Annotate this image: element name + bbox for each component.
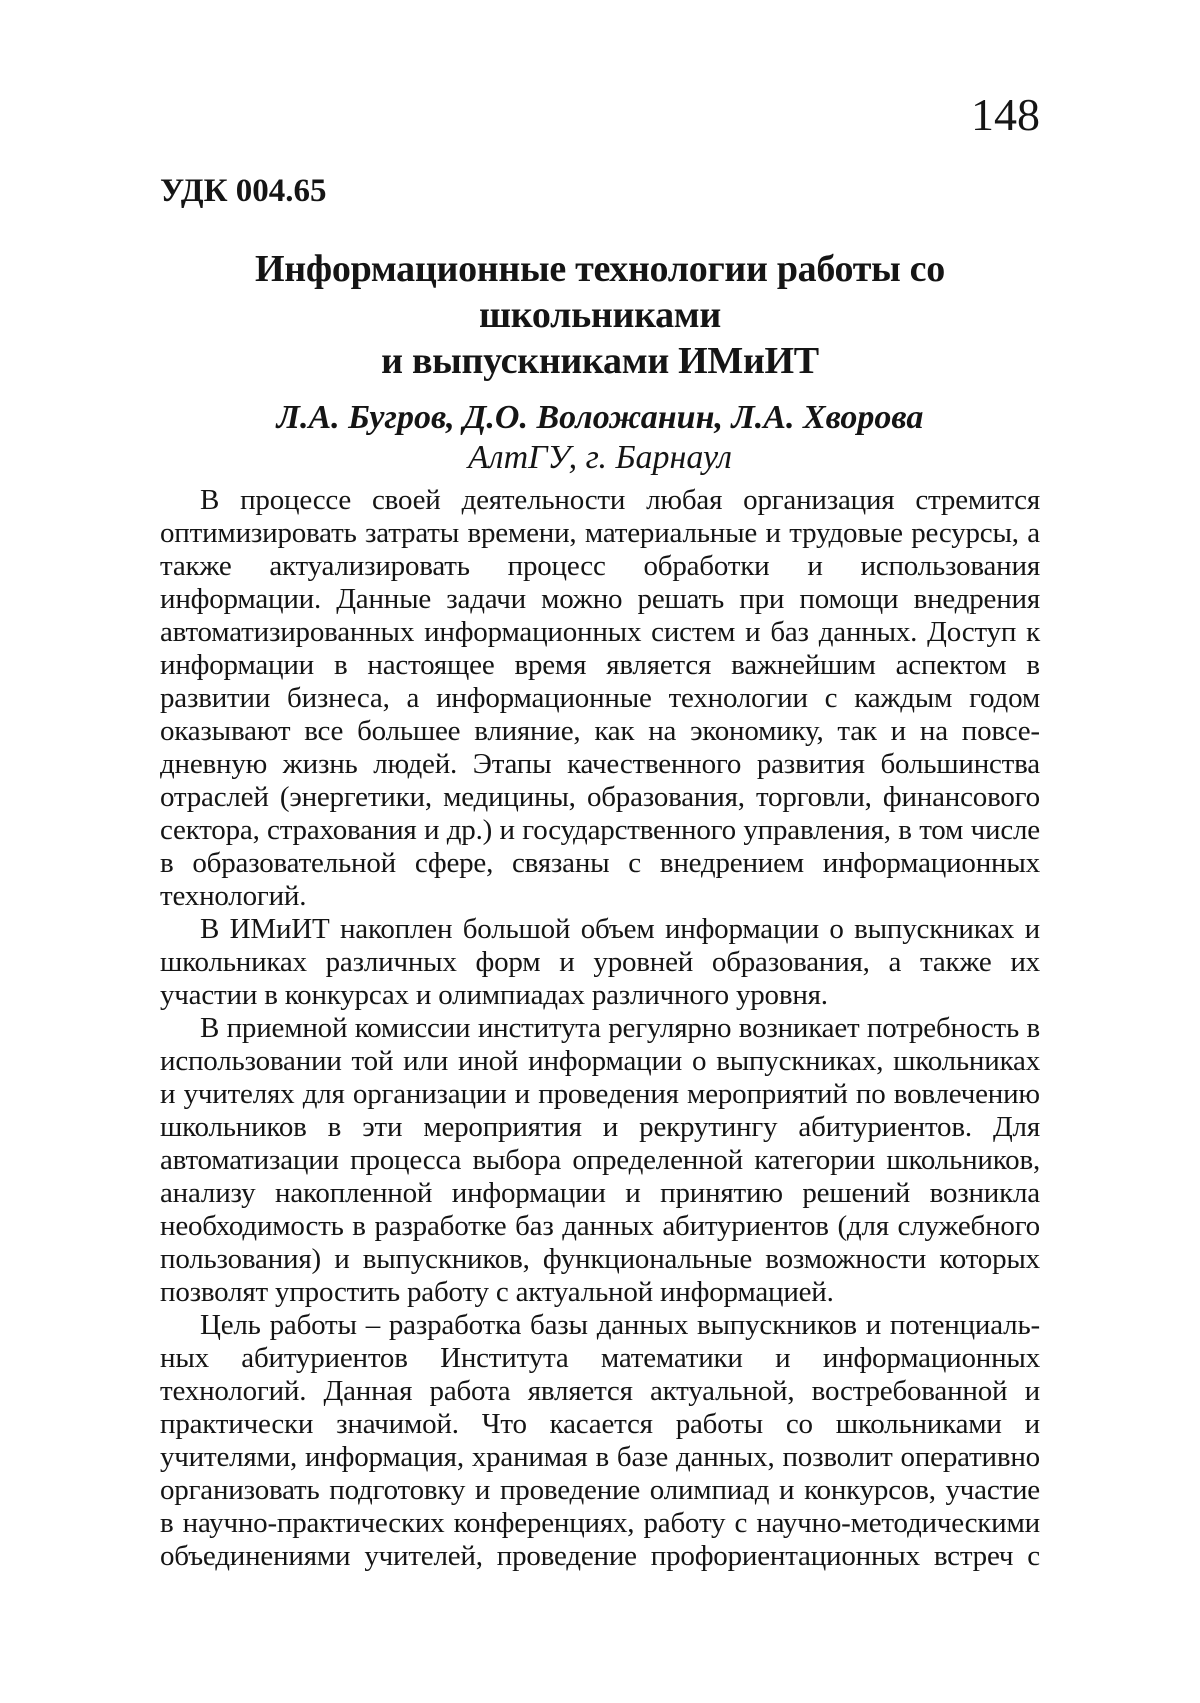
word: медицины, <box>443 781 583 813</box>
word: Этапы <box>472 748 559 780</box>
word: и <box>514 1078 538 1110</box>
word: государственного <box>522 814 743 846</box>
text-line <box>160 517 1040 550</box>
word: баз <box>770 616 816 648</box>
word: о <box>692 1045 714 1077</box>
word: большинства <box>880 748 1040 780</box>
text-line <box>160 1012 1040 1045</box>
word: работы <box>269 1309 364 1341</box>
word: аспектом <box>895 649 1014 681</box>
word: финансового <box>882 781 1040 813</box>
word: а <box>406 682 427 714</box>
word: дневную <box>160 748 275 780</box>
word: организовать <box>160 1474 327 1506</box>
word: в <box>352 1210 373 1242</box>
word: возникает <box>738 1012 867 1044</box>
word: информации. <box>160 583 329 615</box>
text-line <box>160 1111 1040 1144</box>
text-line <box>160 649 1040 682</box>
word: приемной <box>226 1012 355 1044</box>
word: регулярно <box>608 1012 739 1044</box>
word: деятельности <box>461 484 633 516</box>
word: Что <box>481 1408 534 1440</box>
word: вовлечению <box>893 1078 1040 1110</box>
word: работа <box>429 1375 518 1407</box>
word: и <box>334 1243 357 1275</box>
word: Данные <box>336 583 439 615</box>
word: выпускниках <box>854 913 1022 945</box>
word: возможности <box>765 1243 934 1275</box>
word: образования, <box>586 781 752 813</box>
word: школьников, <box>886 1144 1040 1176</box>
word: оказывают <box>160 715 298 747</box>
word: абитуриентов <box>662 1210 836 1242</box>
word: также <box>920 946 999 978</box>
word: рекрутингу <box>639 1111 785 1143</box>
text-line <box>160 913 1040 946</box>
word: оптимизировать <box>160 517 364 549</box>
text-line <box>160 1342 1040 1375</box>
word: помощи <box>799 583 906 615</box>
text-line <box>160 1375 1040 1408</box>
word: практически <box>160 1408 321 1440</box>
word: выпускников <box>697 1309 864 1341</box>
word: служебного <box>897 1210 1040 1242</box>
word: качественного <box>567 748 749 780</box>
word: учителями, <box>160 1441 305 1473</box>
word: выпускниках, <box>716 1045 891 1077</box>
word: развитии <box>160 682 278 714</box>
word: является <box>527 1375 640 1407</box>
word: информационных <box>424 616 649 648</box>
word: встреч <box>933 1540 1021 1572</box>
word: управления, <box>743 814 898 846</box>
word: в <box>898 814 919 846</box>
text-line <box>160 781 1040 814</box>
authors-line: Л.А. Бугров, Д.О. Воложанин, Л.А. Хворова <box>276 399 924 436</box>
word: школьниках <box>893 1045 1040 1077</box>
word: бизнеса, <box>287 682 397 714</box>
text-line <box>160 550 1040 583</box>
word: (для <box>837 1210 896 1242</box>
word: значимой. <box>336 1408 466 1440</box>
text-line <box>160 1441 1040 1474</box>
text-line <box>160 946 1040 979</box>
word: Данная <box>323 1375 420 1407</box>
word: настоящее <box>367 649 502 681</box>
word: участие <box>945 1474 1040 1506</box>
word: данных <box>596 1309 696 1341</box>
article-title <box>160 246 1040 384</box>
word: является <box>606 649 719 681</box>
word: о <box>829 913 851 945</box>
text-line: участии в конкурсах и олимпиадах различного уровня. <box>160 979 828 1011</box>
text-line <box>160 682 1040 715</box>
word: подготовку <box>329 1474 473 1506</box>
word: важнейшим <box>731 649 883 681</box>
word: научно-методическими <box>756 1507 1040 1539</box>
word: в <box>595 1441 616 1473</box>
word: решений <box>802 1177 918 1209</box>
word: внедрением <box>659 847 811 879</box>
word: определенной <box>572 1144 751 1176</box>
word: материальные <box>584 517 765 549</box>
word: мероприятия <box>423 1111 589 1143</box>
text-line <box>160 847 1040 880</box>
word: внедрения <box>913 583 1040 615</box>
word: и <box>602 1111 626 1143</box>
word: различных <box>325 946 464 978</box>
word: их <box>1010 946 1040 978</box>
word: и <box>865 1309 889 1341</box>
word: годом <box>969 682 1040 714</box>
text-line <box>160 715 1040 748</box>
word: иной <box>457 1045 526 1077</box>
word: научно-практических <box>182 1507 452 1539</box>
word: как <box>594 715 642 747</box>
text-line <box>160 1078 1040 1111</box>
word: к <box>1026 616 1040 648</box>
word: и <box>1024 913 1040 945</box>
word: время <box>514 649 594 681</box>
word: процессе <box>240 484 359 516</box>
word: сектора, <box>160 814 267 846</box>
word: организация <box>743 484 902 516</box>
text-line <box>160 814 1040 847</box>
article-title-line-1: Информационные технологии работы со школьниками <box>255 248 945 336</box>
word: школьниками <box>835 1408 1009 1440</box>
text-line <box>160 1177 1040 1210</box>
word: В <box>200 1012 227 1044</box>
text-line <box>160 616 1040 649</box>
word: и <box>424 814 447 846</box>
word: в <box>327 1111 349 1143</box>
word: числе <box>970 814 1040 846</box>
word: влияние, <box>474 715 588 747</box>
word: технологии <box>668 682 815 714</box>
word: мероприятий <box>687 1078 855 1110</box>
word: и <box>745 616 768 648</box>
word: школьниках <box>160 946 314 978</box>
udc-code: УДК 004.65 <box>160 173 327 209</box>
text-line <box>160 484 1040 517</box>
word: потребность <box>866 1012 1027 1044</box>
word: отраслей <box>160 781 276 813</box>
word: позволит <box>782 1441 900 1473</box>
word: и <box>559 946 582 978</box>
word: той <box>351 1045 401 1077</box>
word: актуальной, <box>649 1375 802 1407</box>
text-line <box>160 583 1040 616</box>
word: процесса <box>350 1144 469 1176</box>
word: информации <box>160 649 322 681</box>
text-line <box>160 1474 1040 1507</box>
word: с <box>1027 1540 1040 1572</box>
word: объем <box>580 913 662 945</box>
word: большее <box>357 715 468 747</box>
word: Для <box>992 1111 1040 1143</box>
word: базе <box>616 1441 676 1473</box>
word: страхования <box>267 814 424 846</box>
text-line <box>160 1408 1040 1441</box>
word: востребованной <box>811 1375 1015 1407</box>
word: функциональные <box>542 1243 760 1275</box>
word: и <box>807 550 830 582</box>
word: и <box>625 1177 648 1209</box>
word: проведение <box>499 1474 648 1506</box>
word: технологий. <box>160 1375 314 1407</box>
word: в <box>160 1507 181 1539</box>
word: в <box>160 847 181 879</box>
word: с <box>824 682 845 714</box>
word: проведение <box>496 1540 644 1572</box>
paragraph <box>160 1012 1040 1309</box>
word: автоматизации <box>160 1144 346 1176</box>
word: а <box>888 946 909 978</box>
word: информации <box>664 913 826 945</box>
word: и <box>890 715 914 747</box>
word: проведения <box>538 1078 686 1110</box>
word: эти <box>362 1111 410 1143</box>
word: сфере, <box>414 847 501 879</box>
word: которых <box>939 1243 1040 1275</box>
word: и <box>474 1474 498 1506</box>
word: при <box>739 583 792 615</box>
text-line <box>160 1045 1040 1078</box>
word: любая <box>646 484 730 516</box>
word: так <box>837 715 884 747</box>
word: абитуриентов <box>241 1342 415 1374</box>
word: можно <box>541 583 630 615</box>
word: развития <box>756 748 872 780</box>
word: абитуриентов. <box>798 1111 979 1143</box>
word: в <box>1026 649 1040 681</box>
word: хранимая <box>471 1441 595 1473</box>
word: и <box>160 1078 183 1110</box>
word: касается <box>549 1408 660 1440</box>
word: накопленной <box>275 1177 440 1209</box>
paragraph <box>160 913 1040 1012</box>
word: информационных <box>822 847 1040 879</box>
word: с <box>628 847 649 879</box>
word: информации <box>451 1177 613 1209</box>
word: затраты <box>365 517 467 549</box>
text-line <box>160 1243 1040 1276</box>
paragraph <box>160 484 1040 913</box>
word: данных <box>562 1210 661 1242</box>
word: жизнь <box>282 748 365 780</box>
article-body <box>160 484 1040 1573</box>
word: все <box>304 715 351 747</box>
word: образования, <box>711 946 877 978</box>
word: процесс <box>507 550 613 582</box>
word: баз <box>515 1210 561 1242</box>
text-line <box>160 1144 1040 1177</box>
word: пользования) <box>160 1243 328 1275</box>
word: конкурсов, <box>804 1474 943 1506</box>
word: ных <box>160 1342 216 1374</box>
word: института <box>477 1012 608 1044</box>
word: и <box>779 1474 802 1506</box>
word: на <box>648 715 684 747</box>
text-line <box>160 1540 1040 1573</box>
word: образовательной <box>192 847 404 879</box>
word: оперативно <box>900 1441 1040 1473</box>
text-line <box>160 748 1040 781</box>
paragraph <box>160 1309 1040 1573</box>
word: с <box>734 1507 755 1539</box>
word: Цель <box>200 1309 268 1341</box>
word: для <box>302 1078 352 1110</box>
word: обработки <box>643 550 777 582</box>
word: математики <box>600 1342 750 1374</box>
word: также <box>160 550 239 582</box>
word: школьников <box>160 1111 314 1143</box>
word: или <box>403 1045 456 1077</box>
word: возникла <box>929 1177 1040 1209</box>
word: разработка <box>388 1309 529 1341</box>
word: форм <box>475 946 548 978</box>
word: со <box>785 1408 820 1440</box>
word: по <box>855 1078 893 1110</box>
word: (энергетики, <box>279 781 439 813</box>
word: В <box>200 484 227 516</box>
word: разработке <box>374 1210 514 1242</box>
word: том <box>919 814 971 846</box>
word: на <box>919 715 955 747</box>
word: большой <box>462 913 578 945</box>
word: работы <box>675 1408 770 1440</box>
word: данных. <box>818 616 925 648</box>
word: анализу <box>160 1177 263 1209</box>
word: В <box>200 913 227 945</box>
word: учителях <box>183 1078 302 1110</box>
page-content <box>160 0 1040 1573</box>
word: конференциях, <box>453 1507 642 1539</box>
text-line <box>160 1210 1040 1243</box>
word: работу <box>643 1507 733 1539</box>
word: каждым <box>854 682 960 714</box>
article-title-line-2: и выпускниками ИМиИТ <box>381 340 819 382</box>
word: базы <box>530 1309 595 1341</box>
word: ресурсы, <box>911 517 1026 549</box>
word: систем <box>651 616 743 648</box>
word: – <box>365 1309 388 1341</box>
word: принятию <box>660 1177 790 1209</box>
word: профориентационных <box>650 1540 927 1572</box>
word: использования <box>860 550 1040 582</box>
word: в <box>1026 1012 1040 1044</box>
word: решать <box>637 583 732 615</box>
word: информационных <box>822 1342 1040 1374</box>
word: и <box>775 1342 798 1374</box>
text-line <box>160 1309 1040 1342</box>
word: информации <box>528 1045 690 1077</box>
word: информация, <box>305 1441 471 1473</box>
word: др.) <box>446 814 500 846</box>
word: стремится <box>915 484 1040 516</box>
word: использовании <box>160 1045 349 1077</box>
word: и <box>765 517 788 549</box>
word: потенциаль- <box>889 1309 1040 1341</box>
word: и <box>499 814 522 846</box>
word: людей. <box>373 748 465 780</box>
word: уровней <box>593 946 701 978</box>
word: организации <box>352 1078 514 1110</box>
word: ИМиИТ <box>229 913 337 945</box>
word: Доступ <box>927 616 1024 648</box>
word: связаны <box>511 847 617 879</box>
word: необходимость <box>160 1210 351 1242</box>
word: автоматизированных <box>160 616 422 648</box>
word: времени, <box>467 517 584 549</box>
word: экономику, <box>690 715 831 747</box>
word: комиссии <box>354 1012 478 1044</box>
word: накоплен <box>339 913 460 945</box>
word: выпускников, <box>362 1243 537 1275</box>
word: данных, <box>676 1441 782 1473</box>
word: своей <box>372 484 448 516</box>
text-line: технологий. <box>160 880 307 912</box>
word: трудовые <box>789 517 910 549</box>
word: актуализировать <box>269 550 477 582</box>
word: категории <box>754 1144 883 1176</box>
word: учителей, <box>364 1540 490 1572</box>
word: торговли, <box>755 781 879 813</box>
word: и <box>1024 1408 1040 1440</box>
word: информационные <box>436 682 659 714</box>
text-line <box>160 1507 1040 1540</box>
page-number: 148 <box>971 89 1040 140</box>
word: объединениями <box>160 1540 358 1572</box>
word: а <box>1027 517 1040 549</box>
word: Института <box>440 1342 576 1374</box>
word: выбора <box>472 1144 569 1176</box>
word: повсе- <box>961 715 1040 747</box>
word: олимпиад <box>649 1474 777 1506</box>
text-line: позволят упростить работу с актуальной информацией. <box>160 1276 834 1308</box>
affiliation-line: АлтГУ, г. Барнаул <box>468 439 732 476</box>
word: в <box>333 649 355 681</box>
word: задачи <box>446 583 534 615</box>
word: и <box>1024 1375 1040 1407</box>
